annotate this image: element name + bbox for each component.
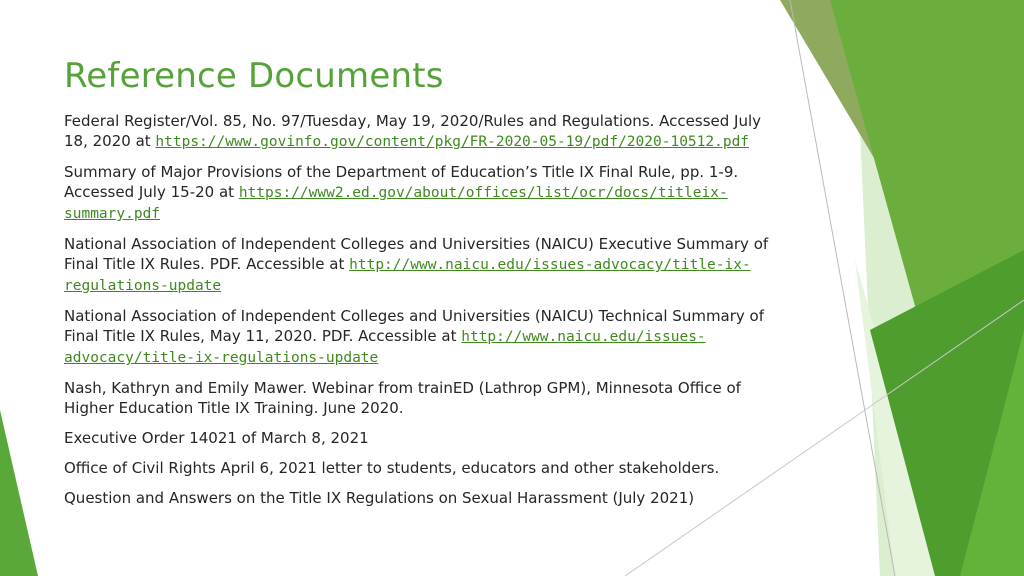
reference-text: Nash, Kathryn and Emily Mawer. Webinar from trainED (Lathrop GPM), Minnesota Office of Higher Education Title IX Training. June 2020. — [64, 379, 741, 417]
reference-item — [64, 378, 784, 418]
reference-item — [64, 162, 784, 224]
reference-link[interactable]: https://www.govinfo.gov/content/pkg/FR-2020-05-19/pdf/2020-10512.pdf — [155, 134, 750, 150]
reference-link[interactable]: https://www2.ed.gov/about/offices/list/ocr/docs/titleix-summary.pdf — [64, 185, 728, 222]
reference-item — [64, 428, 784, 448]
reference-item — [64, 458, 784, 478]
left-accent-shape — [0, 410, 38, 576]
page-title: Reference Documents — [64, 56, 444, 96]
reference-text: National Association of Independent Colleges and Universities (NAICU) Technical Summary of Final Title IX Rules, May 11, 2020. PDF. Accessible at — [64, 307, 765, 345]
reference-text: National Association of Independent Colleges and Universities (NAICU) Executive Summary of Final Title IX Rules. PDF. Accessible at — [64, 235, 769, 273]
reference-item — [64, 306, 784, 368]
reference-item — [64, 488, 784, 508]
reference-text: Question and Answers on the Title IX Regulations on Sexual Harassment (July 2021) — [64, 489, 695, 507]
reference-list — [64, 111, 784, 518]
reference-text: Executive Order 14021 of March 8, 2021 — [64, 429, 369, 447]
reference-item — [64, 234, 784, 296]
reference-link[interactable]: http://www.naicu.edu/issues-advocacy/title-ix-regulations-update — [64, 257, 751, 294]
reference-item — [64, 111, 784, 152]
reference-link[interactable]: http://www.naicu.edu/issues-advocacy/title-ix-regulations-update — [64, 329, 706, 366]
reference-text: Federal Register/Vol. 85, No. 97/Tuesday, May 19, 2020/Rules and Regulations. Accessed July 18, 2020 at — [64, 112, 762, 150]
reference-text: Office of Civil Rights April 6, 2021 letter to students, educators and other stakeholders. — [64, 459, 720, 477]
reference-text: Summary of Major Provisions of the Department of Education’s Title IX Final Rule, pp. 1-9. Accessed July 15-20 at — [64, 163, 739, 201]
